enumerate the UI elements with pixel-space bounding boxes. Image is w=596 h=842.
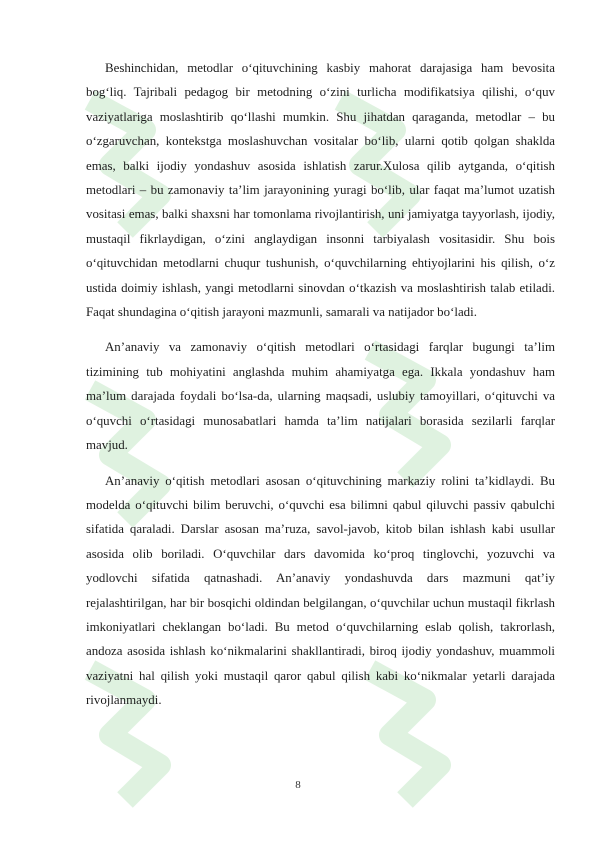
paragraph: An’anaviy va zamonaviy o‘qitish metodlari o‘rtasidagi farqlar bugungi ta’lim tizimining tub mohiyatini anglashda muhim ahamiyatga ega. Ikkala yondashuv ham ma’lum darajada foydali bo‘lsa-da, ularning maqsadi, uslubiy tamoyillari, o‘qituvchi va o‘quvchi o‘rtasidagi munosabatlari hamda ta’lim natijalari borasida sezilarli farqlar mavjud.: [86, 340, 555, 453]
body-text: [86, 56, 555, 713]
page-number: 8: [295, 779, 301, 791]
paragraph: Beshinchidan, metodlar o‘qituvchining kasbiy mahorat darajasiga ham bevosita bog‘liq. Tajribali pedagog bir metodning o‘zini turlicha modifikatsiya qilishi, o‘quv vaziyatlariga moslashtirib qo‘llashi mumkin. Shu jihatdan qaraganda, metodlar – bu o‘zgaruvchan, kontekstga moslashuvchan vositalar bo‘lib, ularni qotib qolgan shaklda emas, balki ijodiy yondashuv asosida ishlatish zarur.Xulosa qilib aytganda, o‘qitish metodlari – bu zamonaviy ta’lim jarayonining yuragi bo‘lib, ular faqat ma’lumot uzatish vositasi emas, balki shaxsni har tomonlama rivojlantirish, uni jamiyatga tayyorlash, ijodiy, mustaqil fikrlaydigan, o‘zini anglaydigan insonni tarbiyalash vositasidir. Shu bois o‘qituvchidan metodlarni chuqur tushunish, o‘quvchilarning ehtiyojlarini his qilish, o‘z ustida doimiy ishlash, yangi metodlarni sinovdan o‘tkazish va moslashtirish talab etiladi. Faqat shundagina o‘qitish jarayoni mazmunli, samarali va natijador bo‘ladi.: [86, 61, 555, 320]
paragraph: An’anaviy o‘qitish metodlari asosan o‘qituvchining markaziy rolini ta’kidlaydi. Bu modelda o‘qituvchi bilim beruvchi, o‘quvchi esa bilimni qabul qiluvchi passiv qabulchi sifatida qaraladi. Darslar asosan ma’ruza, savol-javob, kitob bilan ishlash kabi usullar asosida olib boriladi. O‘quvchilar dars davomida ko‘proq tinglovchi, yozuvchi va yodlovchi sifatida qatnashadi. An’anaviy yondashuvda dars mazmuni qat’iy rejalashtirilgan, har bir bosqichi oldindan belgilangan, o‘quvchilar uchun mustaqil fikrlash imkoniyatlari cheklangan bo‘ladi. Bu metod o‘quvchilarning eslab qolish, takrorlash, andoza asosida ishlash ko‘nikmalarini shakllantiradi, biroq ijodiy yondashuv, muammoli vaziyatni hal qilish yoki mustaqil qaror qabul qilish kabi ko‘nikmalar yetarli darajada rivojlanmaydi.: [86, 473, 555, 708]
